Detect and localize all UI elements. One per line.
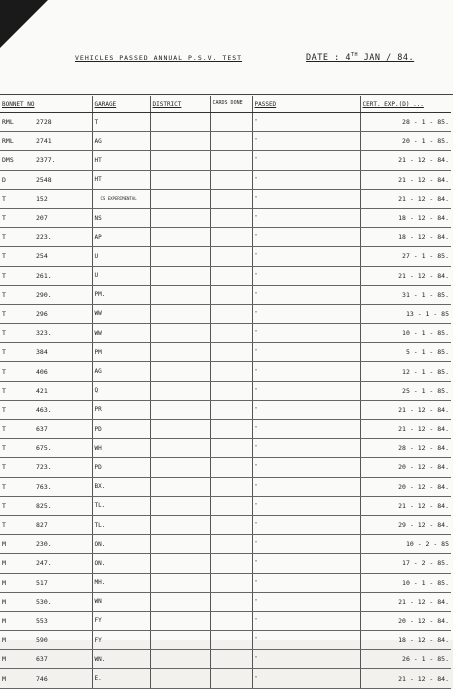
bonnet-cell xyxy=(0,573,92,592)
garage-cell: ON. xyxy=(92,554,150,573)
garage-cell: PM xyxy=(92,343,150,362)
col-header-district: DISTRICT xyxy=(150,96,210,113)
bonnet-prefix: T xyxy=(2,214,6,223)
bonnet-prefix: T xyxy=(2,329,6,338)
bonnet-prefix: M xyxy=(2,540,6,549)
date-rest: JAN / 84. xyxy=(357,52,415,63)
bonnet-prefix: T xyxy=(2,386,6,395)
bonnet-cell xyxy=(0,458,92,477)
passed-cell: " xyxy=(252,132,360,151)
cards-cell xyxy=(210,113,252,132)
table-row xyxy=(0,189,451,208)
cert-expiry-cell: 18 - 12 - 84. xyxy=(360,228,451,247)
bonnet-prefix: T xyxy=(2,501,6,510)
bonnet-prefix: DMS xyxy=(2,156,14,165)
table-header-row xyxy=(0,96,451,113)
cert-expiry-cell: 21 - 12 - 84. xyxy=(360,151,451,170)
bonnet-cell xyxy=(0,439,92,458)
cards-cell xyxy=(210,266,252,285)
garage-cell: AG xyxy=(92,362,150,381)
table-row xyxy=(0,669,451,688)
passed-cell: " xyxy=(252,535,360,554)
passed-cell: " xyxy=(252,592,360,611)
cards-cell xyxy=(210,669,252,688)
bonnet-prefix: T xyxy=(2,521,6,530)
date-label: DATE : 4 xyxy=(306,52,351,63)
passed-cell: " xyxy=(252,151,360,170)
table-row xyxy=(0,477,451,496)
bonnet-number: 463. xyxy=(36,405,52,414)
passed-cell: " xyxy=(252,420,360,439)
cards-cell xyxy=(210,170,252,189)
district-cell xyxy=(150,535,210,554)
bonnet-cell xyxy=(0,400,92,419)
cards-cell xyxy=(210,650,252,669)
passed-cell: " xyxy=(252,458,360,477)
passed-cell: " xyxy=(252,247,360,266)
table-row xyxy=(0,535,451,554)
district-cell xyxy=(150,170,210,189)
district-cell xyxy=(150,285,210,304)
bonnet-number: 152 xyxy=(36,194,48,203)
district-cell xyxy=(150,189,210,208)
table-row xyxy=(0,554,451,573)
garage-cell: CS EXPERIMENTAL xyxy=(92,189,150,208)
bonnet-cell xyxy=(0,189,92,208)
bonnet-number: 2377. xyxy=(36,156,56,165)
district-cell xyxy=(150,458,210,477)
bonnet-number: 247. xyxy=(36,559,52,568)
cert-expiry-cell: 21 - 12 - 84. xyxy=(360,266,451,285)
cert-expiry-cell: 20 - 12 - 84. xyxy=(360,458,451,477)
passed-cell: " xyxy=(252,362,360,381)
cards-cell xyxy=(210,439,252,458)
cert-expiry-cell: 5 - 1 - 85. xyxy=(360,343,451,362)
district-cell xyxy=(150,439,210,458)
passed-cell: " xyxy=(252,285,360,304)
header-rule xyxy=(0,94,453,95)
cards-cell xyxy=(210,400,252,419)
garage-cell: AP xyxy=(92,228,150,247)
cards-cell xyxy=(210,208,252,227)
cert-expiry-cell: 20 - 12 - 84. xyxy=(360,477,451,496)
sheet-title: VEHICLES PASSED ANNUAL P.S.V. TEST xyxy=(75,54,243,62)
cert-expiry-cell: 26 - 1 - 85. xyxy=(360,650,451,669)
cards-cell xyxy=(210,420,252,439)
bonnet-prefix: T xyxy=(2,425,6,434)
bonnet-prefix: T xyxy=(2,463,6,472)
passed-cell: " xyxy=(252,650,360,669)
cert-expiry-cell: 21 - 12 - 84. xyxy=(360,669,451,688)
bonnet-prefix: T xyxy=(2,271,6,280)
table-row xyxy=(0,515,451,534)
bonnet-cell xyxy=(0,515,92,534)
bonnet-cell xyxy=(0,420,92,439)
district-cell xyxy=(150,420,210,439)
cert-expiry-cell: 28 - 12 - 84. xyxy=(360,439,451,458)
cert-expiry-cell: 10 - 2 - 85 xyxy=(360,535,451,554)
cert-expiry-cell: 10 - 1 - 85. xyxy=(360,573,451,592)
garage-cell: BX. xyxy=(92,477,150,496)
bonnet-prefix: M xyxy=(2,616,6,625)
district-cell xyxy=(150,515,210,534)
bonnet-prefix: T xyxy=(2,290,6,299)
col-header-passed: PASSED xyxy=(252,96,360,113)
bonnet-number: 746 xyxy=(36,674,48,683)
garage-cell: T xyxy=(92,113,150,132)
table-row xyxy=(0,420,451,439)
table-row xyxy=(0,132,451,151)
garage-cell: HT xyxy=(92,170,150,189)
cert-expiry-cell: 12 - 1 - 85. xyxy=(360,362,451,381)
bonnet-cell xyxy=(0,247,92,266)
cards-cell xyxy=(210,477,252,496)
bonnet-number: 230. xyxy=(36,540,52,549)
bonnet-cell xyxy=(0,228,92,247)
bonnet-prefix: T xyxy=(2,482,6,491)
bonnet-prefix: T xyxy=(2,444,6,453)
cards-cell xyxy=(210,247,252,266)
district-cell xyxy=(150,132,210,151)
cert-expiry-cell: 17 - 2 - 85. xyxy=(360,554,451,573)
table-row xyxy=(0,247,451,266)
col-header-bonnet: BONNET NO xyxy=(0,96,92,113)
garage-cell: PR xyxy=(92,400,150,419)
table-row xyxy=(0,592,451,611)
bonnet-number: 637 xyxy=(36,655,48,664)
bonnet-prefix: D xyxy=(2,175,6,184)
bonnet-prefix: T xyxy=(2,233,6,242)
district-cell xyxy=(150,228,210,247)
district-cell xyxy=(150,573,210,592)
passed-cell: " xyxy=(252,631,360,650)
table-row xyxy=(0,496,451,515)
passed-cell: " xyxy=(252,381,360,400)
passed-cell: " xyxy=(252,554,360,573)
bonnet-number: 207 xyxy=(36,214,48,223)
garage-cell: PD xyxy=(92,458,150,477)
bonnet-number: 827 xyxy=(36,521,48,530)
cards-cell xyxy=(210,515,252,534)
district-cell xyxy=(150,324,210,343)
cert-expiry-cell: 20 - 12 - 84. xyxy=(360,611,451,630)
table-row xyxy=(0,631,451,650)
cert-expiry-cell: 27 - 1 - 85. xyxy=(360,247,451,266)
passed-cell: " xyxy=(252,611,360,630)
bonnet-cell xyxy=(0,113,92,132)
bonnet-number: 261. xyxy=(36,271,52,280)
cards-cell xyxy=(210,343,252,362)
garage-cell: PM. xyxy=(92,285,150,304)
bonnet-cell xyxy=(0,496,92,515)
passed-cell: " xyxy=(252,343,360,362)
passed-cell: " xyxy=(252,573,360,592)
bonnet-cell xyxy=(0,170,92,189)
cards-cell xyxy=(210,324,252,343)
garage-cell: Q xyxy=(92,381,150,400)
bonnet-cell xyxy=(0,324,92,343)
garage-cell: WN xyxy=(92,592,150,611)
passed-cell: " xyxy=(252,400,360,419)
table-row xyxy=(0,458,451,477)
bonnet-prefix: M xyxy=(2,559,6,568)
garage-cell: NS xyxy=(92,208,150,227)
garage-cell: U xyxy=(92,266,150,285)
garage-cell: FY xyxy=(92,631,150,650)
bonnet-prefix: T xyxy=(2,309,6,318)
bonnet-number: 825. xyxy=(36,501,52,510)
sheet-date xyxy=(306,52,414,63)
cards-cell xyxy=(210,285,252,304)
district-cell xyxy=(150,266,210,285)
table-row xyxy=(0,208,451,227)
table-row xyxy=(0,113,451,132)
bonnet-number: 675. xyxy=(36,444,52,453)
bonnet-prefix: M xyxy=(2,578,6,587)
bonnet-prefix: M xyxy=(2,597,6,606)
passed-cell: " xyxy=(252,228,360,247)
bonnet-prefix: M xyxy=(2,636,6,645)
cert-expiry-cell: 21 - 12 - 84. xyxy=(360,189,451,208)
district-cell xyxy=(150,669,210,688)
cards-cell xyxy=(210,458,252,477)
bonnet-number: 254 xyxy=(36,252,48,261)
bonnet-number: 517 xyxy=(36,578,48,587)
passed-cell: " xyxy=(252,113,360,132)
cards-cell xyxy=(210,362,252,381)
garage-cell: TL. xyxy=(92,496,150,515)
scan-corner-shadow xyxy=(0,0,48,48)
bonnet-number: 2548 xyxy=(36,175,52,184)
col-header-cards: CARDS DONE xyxy=(210,96,252,113)
bonnet-number: 723. xyxy=(36,463,52,472)
cert-expiry-cell: 10 - 1 - 85. xyxy=(360,324,451,343)
cert-expiry-cell: 28 - 1 - 85. xyxy=(360,113,451,132)
bonnet-number: 296 xyxy=(36,309,48,318)
cert-expiry-cell: 21 - 12 - 84. xyxy=(360,400,451,419)
passed-cell: " xyxy=(252,669,360,688)
vehicle-log-table xyxy=(0,96,451,689)
passed-cell: " xyxy=(252,439,360,458)
garage-cell: ON. xyxy=(92,535,150,554)
table-row xyxy=(0,400,451,419)
bonnet-number: 323. xyxy=(36,329,52,338)
cards-cell xyxy=(210,592,252,611)
district-cell xyxy=(150,362,210,381)
bonnet-cell xyxy=(0,650,92,669)
bonnet-cell xyxy=(0,611,92,630)
bonnet-cell xyxy=(0,266,92,285)
bonnet-number: 421 xyxy=(36,386,48,395)
district-cell xyxy=(150,611,210,630)
cert-expiry-cell: 21 - 12 - 84. xyxy=(360,170,451,189)
bonnet-cell xyxy=(0,285,92,304)
district-cell xyxy=(150,650,210,669)
bonnet-number: 2728 xyxy=(36,118,52,127)
cert-expiry-cell: 21 - 12 - 84. xyxy=(360,496,451,515)
table-row xyxy=(0,381,451,400)
bonnet-cell xyxy=(0,381,92,400)
bonnet-prefix: T xyxy=(2,367,6,376)
passed-cell: " xyxy=(252,266,360,285)
passed-cell: " xyxy=(252,477,360,496)
cards-cell xyxy=(210,554,252,573)
col-header-cert: CERT. EXP.(D) ... xyxy=(360,96,451,113)
bonnet-cell xyxy=(0,592,92,611)
garage-cell: AG xyxy=(92,132,150,151)
date-suffix: TH xyxy=(350,52,358,58)
bonnet-cell xyxy=(0,362,92,381)
district-cell xyxy=(150,151,210,170)
passed-cell: " xyxy=(252,208,360,227)
cert-expiry-cell: 31 - 1 - 85. xyxy=(360,285,451,304)
bonnet-number: 406 xyxy=(36,367,48,376)
district-cell xyxy=(150,381,210,400)
bonnet-number: 763. xyxy=(36,482,52,491)
table-row xyxy=(0,170,451,189)
table-row xyxy=(0,324,451,343)
cards-cell xyxy=(210,496,252,515)
bonnet-cell xyxy=(0,208,92,227)
bonnet-cell xyxy=(0,304,92,323)
bonnet-prefix: RML xyxy=(2,137,14,146)
col-header-garage: GARAGE xyxy=(92,96,150,113)
district-cell xyxy=(150,208,210,227)
cards-cell xyxy=(210,573,252,592)
garage-cell: WN. xyxy=(92,650,150,669)
cards-cell xyxy=(210,132,252,151)
district-cell xyxy=(150,400,210,419)
bonnet-number: 223. xyxy=(36,233,52,242)
table-row xyxy=(0,650,451,669)
district-cell xyxy=(150,554,210,573)
table-row xyxy=(0,611,451,630)
garage-cell: WW xyxy=(92,304,150,323)
garage-cell: E. xyxy=(92,669,150,688)
table-row xyxy=(0,304,451,323)
district-cell xyxy=(150,592,210,611)
bonnet-cell xyxy=(0,631,92,650)
table-row xyxy=(0,285,451,304)
table-row xyxy=(0,343,451,362)
district-cell xyxy=(150,304,210,323)
district-cell xyxy=(150,477,210,496)
bonnet-prefix: T xyxy=(2,405,6,414)
cards-cell xyxy=(210,611,252,630)
bonnet-number: 2741 xyxy=(36,137,52,146)
cert-expiry-cell: 21 - 12 - 84. xyxy=(360,592,451,611)
cert-expiry-cell: 25 - 1 - 85. xyxy=(360,381,451,400)
bonnet-cell xyxy=(0,151,92,170)
passed-cell: " xyxy=(252,304,360,323)
garage-cell: WW xyxy=(92,324,150,343)
cert-expiry-cell: 29 - 12 - 84. xyxy=(360,515,451,534)
passed-cell: " xyxy=(252,170,360,189)
bonnet-cell xyxy=(0,477,92,496)
bonnet-cell xyxy=(0,535,92,554)
district-cell xyxy=(150,343,210,362)
bonnet-prefix: T xyxy=(2,252,6,261)
garage-cell: MH. xyxy=(92,573,150,592)
bonnet-number: 290. xyxy=(36,290,52,299)
bonnet-prefix: M xyxy=(2,674,6,683)
cards-cell xyxy=(210,151,252,170)
table-row xyxy=(0,151,451,170)
cards-cell xyxy=(210,381,252,400)
bonnet-prefix: M xyxy=(2,655,6,664)
passed-cell: " xyxy=(252,324,360,343)
passed-cell: " xyxy=(252,515,360,534)
cert-expiry-cell: 21 - 12 - 84. xyxy=(360,420,451,439)
district-cell xyxy=(150,496,210,515)
district-cell xyxy=(150,113,210,132)
bonnet-number: 530. xyxy=(36,597,52,606)
garage-cell: TL. xyxy=(92,515,150,534)
cards-cell xyxy=(210,189,252,208)
garage-cell: FY xyxy=(92,611,150,630)
table-body xyxy=(0,113,451,689)
table-row xyxy=(0,439,451,458)
cards-cell xyxy=(210,631,252,650)
bonnet-cell xyxy=(0,554,92,573)
cert-expiry-cell: 18 - 12 - 84. xyxy=(360,631,451,650)
bonnet-cell xyxy=(0,669,92,688)
cards-cell xyxy=(210,304,252,323)
bonnet-cell xyxy=(0,132,92,151)
bonnet-prefix: T xyxy=(2,348,6,357)
table-row xyxy=(0,573,451,592)
table-row xyxy=(0,266,451,285)
cert-expiry-cell: 13 - 1 - 85 xyxy=(360,304,451,323)
garage-cell: PD xyxy=(92,420,150,439)
district-cell xyxy=(150,247,210,266)
bonnet-number: 553 xyxy=(36,616,48,625)
bonnet-number: 637 xyxy=(36,425,48,434)
passed-cell: " xyxy=(252,496,360,515)
table-row xyxy=(0,228,451,247)
district-cell xyxy=(150,631,210,650)
bonnet-cell xyxy=(0,343,92,362)
garage-cell: U xyxy=(92,247,150,266)
table-row xyxy=(0,362,451,381)
bonnet-number: 590 xyxy=(36,636,48,645)
cards-cell xyxy=(210,535,252,554)
cert-expiry-cell: 20 - 1 - 85. xyxy=(360,132,451,151)
garage-cell: WH xyxy=(92,439,150,458)
cards-cell xyxy=(210,228,252,247)
bonnet-prefix: RML xyxy=(2,118,14,127)
bonnet-prefix: T xyxy=(2,194,6,203)
bonnet-number: 384 xyxy=(36,348,48,357)
garage-cell: HT xyxy=(92,151,150,170)
passed-cell: " xyxy=(252,189,360,208)
cert-expiry-cell: 18 - 12 - 84. xyxy=(360,208,451,227)
